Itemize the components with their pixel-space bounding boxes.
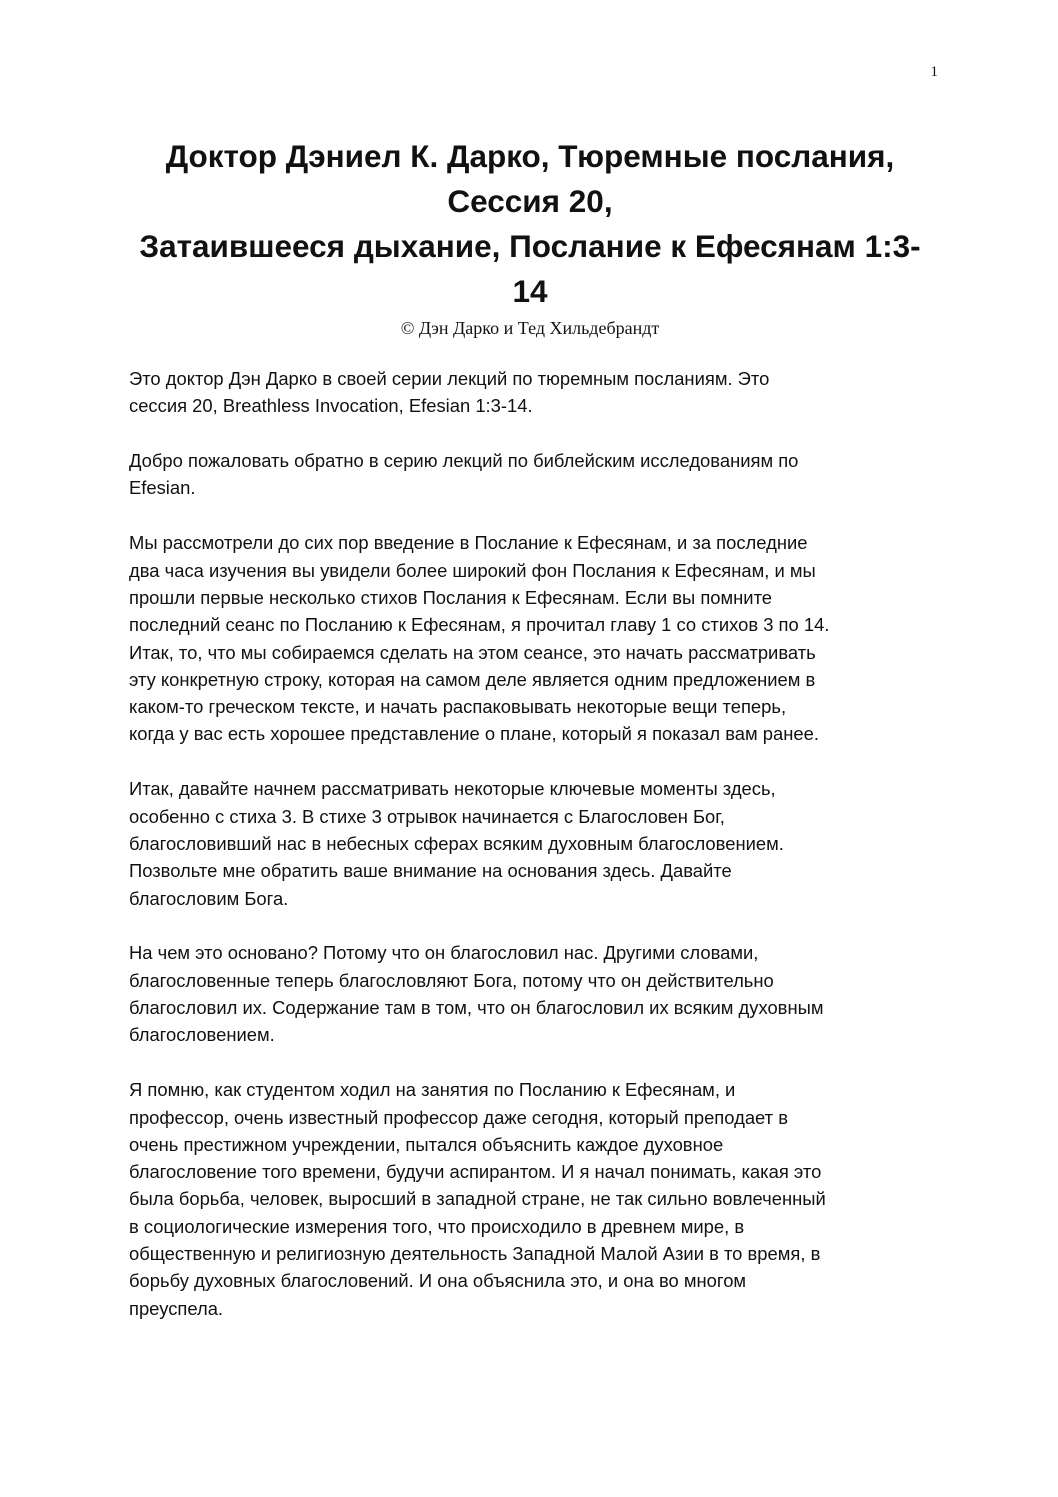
paragraph-line: в социологические измерения того, что происходило в древнем мире, в: [129, 1215, 745, 1237]
paragraph: [129, 365, 939, 420]
paragraph-line: благословение того времени, будучи аспирантом. И я начал понимать, какая это: [129, 1161, 822, 1183]
paragraph-line: Мы рассмотрели до сих пор введение в Послание к Ефесянам, и за последние: [129, 532, 808, 554]
paragraph-line: профессор, очень известный профессор даже сегодня, который преподает в: [129, 1106, 788, 1128]
paragraph-line: благословим Бога.: [129, 887, 289, 909]
paragraph-line: эту конкретную строку, которая на самом деле является одним предложением в: [129, 668, 816, 690]
title-line: 14: [512, 273, 548, 309]
paragraph: [129, 529, 939, 747]
paragraph-line: благословивший нас в небесных сферах всяким духовным благословением.: [129, 832, 784, 854]
paragraph-line: была борьба, человек, выросший в западной стране, не так сильно вовлеченный: [129, 1188, 826, 1210]
paragraph-line: каком-то греческом тексте, и начать распаковывать некоторые вещи теперь,: [129, 696, 787, 718]
paragraph: [129, 1076, 939, 1322]
title-block: [120, 134, 940, 342]
paragraph-line: Добро пожаловать обратно в серию лекций по библейским исследованиям по: [129, 450, 799, 472]
paragraph-line: общественную и религиозную деятельность Западной Малой Азии в то время, в: [129, 1242, 821, 1264]
paragraph-line: два часа изучения вы увидели более широкий фон Послания к Ефесянам, и мы: [129, 559, 816, 581]
paragraph-line: Это доктор Дэн Дарко в своей серии лекций по тюремным посланиям. Это: [129, 368, 770, 389]
title-line: Доктор Дэниел К. Дарко, Тюремные послания,: [165, 138, 895, 174]
paragraph: [129, 939, 939, 1048]
paragraph-line: Efesian.: [129, 477, 196, 499]
body-text: [129, 365, 939, 1349]
title-line: Затаившееся дыхание, Послание к Ефесянам 1:3-: [139, 228, 921, 264]
page-number: 1: [930, 64, 938, 80]
paragraph-line: Итак, то, что мы собираемся сделать на этом сеансе, это начать рассматривать: [129, 641, 816, 663]
paragraph: [129, 447, 939, 502]
paragraph-line: Я помню, как студентом ходил на занятия по Посланию к Ефесянам, и: [129, 1079, 736, 1101]
paragraph-line: благословил их. Содержание там в том, что он благословил их всяким духовным: [129, 997, 824, 1019]
paragraph-line: Итак, давайте начнем рассматривать некоторые ключевые моменты здесь,: [129, 778, 776, 800]
paragraph-line: благословенные теперь благословляют Бога, потому что он действительно: [129, 969, 774, 991]
paragraph-line: сессия 20, Breathless Invocation, Efesian 1:3-14.: [129, 395, 533, 417]
paragraph: [129, 775, 939, 911]
paragraph-line: очень престижном учреждении, пытался объяснить каждое духовное: [129, 1133, 724, 1155]
paragraph-line: Позвольте мне обратить ваше внимание на основания здесь. Давайте: [129, 860, 732, 882]
paragraph-line: борьбу духовных благословений. И она объяснила это, и она во многом: [129, 1270, 747, 1292]
paragraph-line: когда у вас есть хорошее представление о плане, который я показал вам ранее.: [129, 723, 819, 745]
paragraph-line: преуспела.: [129, 1297, 224, 1319]
paragraph-line: последний сеанс по Посланию к Ефесянам, я прочитал главу 1 со стихов 3 по 14.: [129, 614, 830, 636]
paragraph-line: прошли первые несколько стихов Послания к Ефесянам. Если вы помните: [129, 586, 773, 608]
title-line: Сессия 20,: [447, 183, 613, 219]
paragraph-line: особенно с стиха 3. В стихе 3 отрывок начинается с Благословен Бог,: [129, 805, 725, 827]
copyright-line: © Дэн Дарко и Тед Хильдебрандт: [400, 318, 660, 338]
paragraph-line: На чем это основано? Потому что он благословил нас. Другими словами,: [129, 942, 759, 964]
paragraph-line: благословением.: [129, 1024, 275, 1046]
